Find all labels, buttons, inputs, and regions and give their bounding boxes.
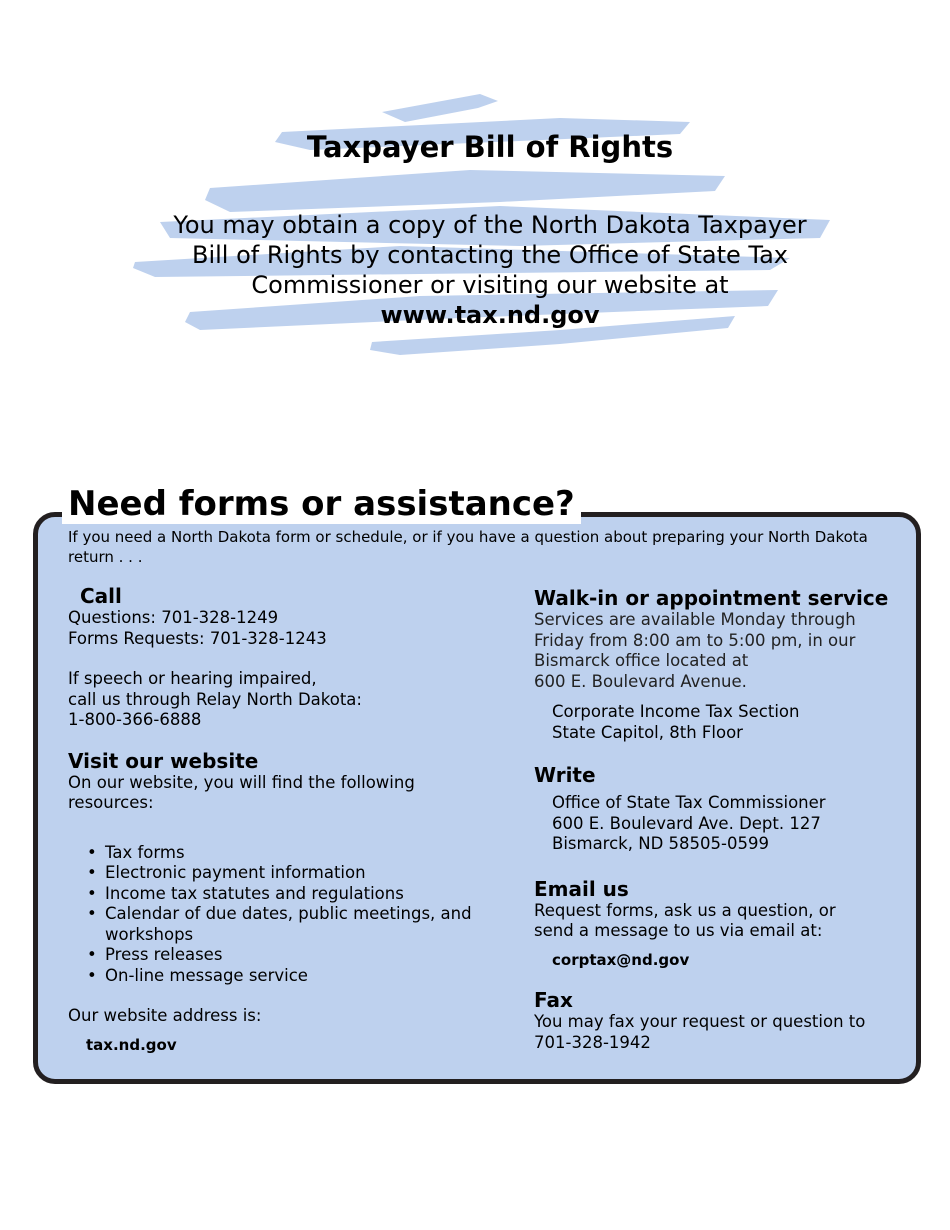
walkin-heading: Walk-in or appointment service bbox=[534, 586, 889, 610]
write-line-1: Office of State Tax Commissioner bbox=[552, 793, 826, 812]
website-heading: Visit our website bbox=[68, 748, 259, 773]
walkin-line-1: Services are available Monday through bbox=[534, 610, 856, 629]
write-line-3: Bismarck, ND 58505-0599 bbox=[552, 834, 769, 853]
bill-of-rights-line-2: Bill of Rights by contacting the Office of State Tax bbox=[191, 241, 789, 269]
right-column bbox=[534, 586, 904, 1053]
list-item: • Electronic payment information bbox=[68, 863, 508, 884]
email-address[interactable]: corptax@nd.gov bbox=[552, 950, 690, 969]
assistance-title: Need forms or assistance? bbox=[62, 484, 581, 524]
walkin-address-1: Corporate Income Tax Section bbox=[552, 702, 800, 721]
website-desc-2: resources: bbox=[68, 793, 154, 812]
website-desc-1: On our website, you will find the following bbox=[68, 772, 415, 792]
list-item: • Press releases bbox=[68, 945, 508, 966]
walkin-line-3: Bismarck office located at bbox=[534, 651, 749, 670]
bill-of-rights-line-1: You may obtain a copy of the North Dakota Taxpayer bbox=[173, 211, 807, 239]
walkin-line-4: 600 E. Boulevard Avenue. bbox=[534, 671, 747, 691]
left-column bbox=[68, 584, 508, 1055]
email-line-1: Request forms, ask us a question, or bbox=[534, 900, 836, 920]
relay-phone: 1-800-366-6888 bbox=[68, 710, 202, 729]
write-heading: Write bbox=[534, 763, 596, 787]
list-item: • Income tax statutes and regulations bbox=[68, 884, 508, 905]
fax-number: 701-328-1942 bbox=[534, 1032, 651, 1052]
bill-of-rights-url[interactable]: www.tax.nd.gov bbox=[380, 301, 600, 329]
fax-line-1: You may fax your request or question to bbox=[534, 1012, 866, 1031]
call-heading: Call bbox=[80, 584, 122, 608]
bill-of-rights-title: Taxpayer Bill of Rights bbox=[306, 130, 674, 164]
questions-phone: Questions: 701-328-1249 bbox=[68, 608, 279, 627]
forms-phone: Forms Requests: 701-328-1243 bbox=[68, 628, 327, 648]
relay-line-1: If speech or hearing impaired, bbox=[68, 669, 317, 688]
walkin-line-2: Friday from 8:00 am to 5:00 pm, in our bbox=[534, 630, 856, 650]
walkin-address-2: State Capitol, 8th Floor bbox=[552, 722, 743, 742]
website-address[interactable]: tax.nd.gov bbox=[86, 1035, 177, 1054]
bill-of-rights-line-3: Commissioner or visiting our website at bbox=[251, 271, 729, 299]
list-item: • Calendar of due dates, public meetings, and workshops bbox=[68, 904, 500, 945]
email-line-2: send a message to us via email at: bbox=[534, 921, 823, 940]
write-line-2: 600 E. Boulevard Ave. Dept. 127 bbox=[552, 813, 821, 833]
website-address-label: Our website address is: bbox=[68, 1006, 262, 1025]
fax-heading: Fax bbox=[534, 988, 573, 1012]
email-heading: Email us bbox=[534, 876, 629, 901]
resource-list bbox=[68, 843, 508, 987]
relay-line-2: call us through Relay North Dakota: bbox=[68, 689, 362, 709]
assistance-intro: If you need a North Dakota form or schedule, or if you have a question about preparing your North Dakota return . . . bbox=[68, 528, 868, 566]
bill-of-rights-body bbox=[130, 210, 850, 330]
list-item: • On-line message service bbox=[68, 966, 508, 987]
list-item: • Tax forms bbox=[68, 843, 508, 864]
